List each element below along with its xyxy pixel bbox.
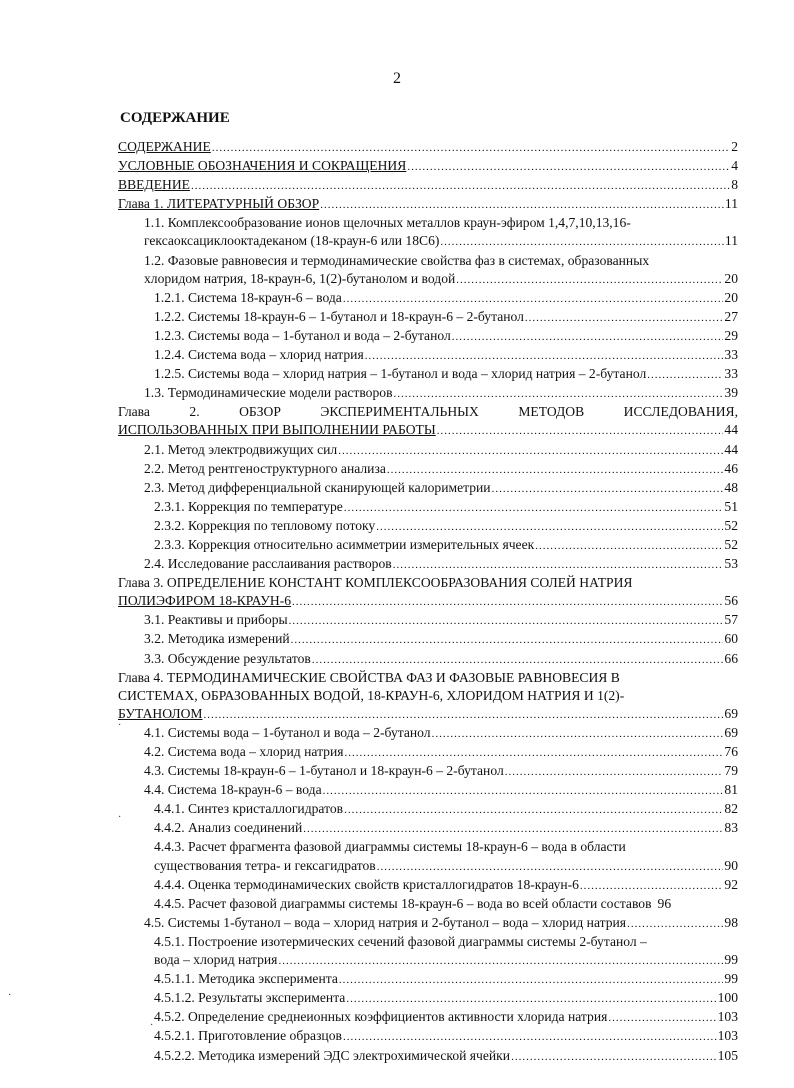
toc-entry-title: ИСПОЛЬЗОВАННЫХ ПРИ ВЫПОЛНЕНИИ РАБОТЫ	[118, 422, 436, 438]
toc-entry-title: 4.5.2.1. Приготовление образцов	[154, 1028, 342, 1044]
toc-entry-title: 4.5.1.1. Методика эксперимента	[154, 971, 338, 987]
dot-leader	[365, 347, 724, 365]
toc-page-number: 20	[724, 289, 738, 305]
toc-page-number: 20	[724, 270, 738, 286]
toc-page-number: 39	[724, 385, 738, 401]
dot-leader	[407, 158, 730, 176]
toc-entry	[118, 838, 738, 875]
toc-entry	[118, 403, 738, 440]
toc-entry-leader-line	[144, 630, 738, 649]
dot-leader	[456, 271, 723, 289]
scan-artifact: ·	[118, 812, 122, 823]
toc-page-number: 66	[724, 650, 738, 666]
toc-entry-title: хлоридом натрия, 18-краун-6, 1(2)-бутанолом и водой	[144, 270, 456, 286]
toc-entry-leader-line	[154, 800, 738, 819]
toc-entry-title: существования тетра- и гексагидратов	[154, 857, 376, 873]
toc-page-number: 69	[724, 724, 738, 740]
dot-leader	[387, 461, 724, 479]
toc-entry-leader-line	[118, 195, 738, 214]
toc-entry-leader-line	[154, 989, 738, 1008]
toc-entry	[118, 327, 738, 346]
toc-page-number: 56	[724, 593, 738, 609]
toc-entry	[118, 138, 738, 157]
dot-leader	[627, 915, 723, 933]
toc-entry-leader-line	[154, 1047, 738, 1066]
dot-leader	[535, 537, 723, 555]
dot-leader	[338, 442, 723, 460]
toc-page-number: 8	[731, 177, 738, 193]
toc-entry-title: УСЛОВНЫЕ ОБОЗНАЧЕНИЯ И СОКРАЩЕНИЯ	[118, 158, 407, 174]
toc-entry-line: 1.2. Фазовые равновесия и термодинамические свойства фаз в системах, образованных	[144, 252, 650, 268]
toc-entry-title: 2.3.3. Коррекция относительно асимметрии измерительных ячеек	[154, 536, 535, 552]
toc-entry-title: 2.3. Метод дифференциальной сканирующей калориметрии	[144, 479, 491, 495]
toc-entry-leader-line	[144, 650, 738, 669]
toc-page-number: 11	[724, 196, 738, 212]
toc-entry-title: вода – хлорид натрия	[154, 952, 278, 968]
scan-artifact: ·	[8, 990, 12, 1001]
toc-entry-leader-line	[154, 970, 738, 989]
dot-leader	[339, 971, 724, 989]
toc-entry-title: 4.4.5. Расчет фазовой диаграммы системы 18-краун-6 – вода во всей области составов	[154, 895, 652, 911]
toc-page-number: 96	[657, 895, 672, 911]
toc-entry-title: 4.4.2. Анализ соединений	[154, 820, 303, 836]
toc-page-number: 27	[724, 308, 738, 324]
toc-entry	[118, 1027, 738, 1046]
toc-entry-leader-line	[118, 705, 738, 724]
dot-leader	[492, 480, 724, 498]
dot-leader	[511, 1048, 717, 1066]
toc-entry-leader-line	[154, 308, 738, 327]
toc-page-number: 53	[724, 556, 738, 572]
toc-entry	[118, 555, 738, 574]
toc-entry-leader-line	[154, 819, 738, 838]
dot-leader	[312, 651, 724, 669]
toc-entry-title: 4.4. Система 18-краун-6 – вода	[144, 782, 322, 798]
toc-entry-leader-line	[144, 724, 738, 743]
toc-title: СОДЕРЖАНИЕ	[120, 110, 230, 126]
toc-entry-leader-line	[144, 762, 738, 781]
toc-entry-title: гексаоксациклооктадеканом (18-краун-6 или 18С6)	[144, 233, 440, 249]
toc-entry	[118, 1008, 738, 1027]
dot-leader	[289, 612, 724, 630]
toc-entry-title: 1.2.5. Системы вода – хлорид натрия – 1-бутанол и вода – хлорид натрия – 2-бутанол	[154, 366, 647, 382]
toc-entry-leader-line	[144, 270, 738, 289]
toc-entry	[118, 157, 738, 176]
toc-entry-line: Глава 2. ОБЗОР ЭКСПЕРИМЕНТАЛЬНЫХ МЕТОДОВ ИССЛЕДОВАНИЯ,	[118, 404, 738, 420]
toc-entry-title: 2.2. Метод рентгеноструктурного анализа	[144, 460, 386, 476]
toc-entry-title: 1.2.3. Системы вода – 1-бутанол и вода – 2-бутанол	[154, 327, 451, 343]
dot-leader	[376, 518, 723, 536]
dot-leader	[191, 177, 730, 195]
toc-entry-title: ВВЕДЕНИЕ	[118, 177, 190, 193]
toc-entry-leader-line	[154, 289, 738, 308]
toc-entry	[118, 669, 738, 724]
toc-entry-leader-line	[144, 232, 738, 251]
toc-entry	[118, 989, 738, 1008]
toc-entry	[118, 724, 738, 743]
toc-entry-leader-line	[144, 441, 738, 460]
toc-entry-line: Глава 3. ОПРЕДЕЛЕНИЕ КОНСТАНТ КОМПЛЕКСООБРАЗОВАНИЯ СОЛЕЙ НАТРИЯ	[118, 575, 633, 591]
dot-leader	[452, 328, 724, 346]
toc-entry-leader-line	[144, 743, 738, 762]
toc-entry	[118, 819, 738, 838]
dot-leader	[440, 233, 723, 251]
toc-page-number: 52	[724, 536, 738, 552]
toc-page-number: 76	[724, 744, 738, 759]
toc-entry-title: 4.5.2. Определение среднеионных коэффициентов активности хлорида натрия	[154, 1009, 608, 1025]
toc-entry-title: 4.1. Системы вода – 1-бутанол и вода – 2-бутанол	[144, 724, 431, 740]
dot-leader	[212, 139, 730, 157]
dot-leader	[345, 744, 724, 762]
dot-leader	[377, 858, 724, 876]
dot-leader	[291, 631, 724, 649]
toc-entry-title: 1.2.2. Системы 18-краун-6 – 1-бутанол и 18-краун-6 – 2-бутанол	[154, 308, 524, 324]
toc-entry-leader-line	[154, 327, 738, 346]
toc-entry-leader-line	[144, 555, 738, 574]
toc-entry	[118, 365, 738, 384]
dot-leader	[278, 952, 723, 970]
toc-entry-leader-line	[154, 1027, 738, 1046]
toc-entry	[118, 876, 738, 895]
toc-page-number: 51	[724, 498, 738, 514]
toc-page-number: 98	[724, 914, 738, 930]
toc-entry-leader-line	[118, 592, 738, 611]
toc-entry	[118, 574, 738, 611]
table-of-contents	[118, 138, 738, 1066]
toc-entry-leader-line	[144, 479, 738, 498]
toc-entry-title: 4.2. Система вода – хлорид натрия	[144, 744, 344, 759]
toc-entry	[118, 781, 738, 800]
toc-entry	[118, 214, 738, 251]
toc-page-number: 46	[724, 460, 738, 476]
toc-entry	[118, 252, 738, 289]
page-number: 2	[393, 70, 401, 87]
toc-page-number: 48	[724, 479, 738, 495]
toc-entry	[118, 933, 738, 970]
toc-entry	[118, 914, 738, 933]
toc-entry-leader-line	[154, 517, 738, 536]
toc-page-number: 11	[724, 233, 738, 249]
toc-page-number: 57	[724, 612, 738, 628]
toc-entry-leader-line	[144, 914, 738, 933]
dot-leader	[292, 593, 723, 611]
toc-entry-title: 4.4.1. Синтез кристаллогидратов	[154, 801, 344, 817]
toc-entry-title: 3.1. Реактивы и приборы	[144, 612, 288, 628]
toc-page-number: 105	[717, 1047, 738, 1063]
toc-entry-title: 4.3. Системы 18-краун-6 – 1-бутанол и 18-краун-6 – 2-бутанол	[144, 763, 504, 779]
toc-page-number: 44	[724, 441, 738, 457]
toc-page-number: 99	[724, 952, 738, 968]
toc-entry-title: 2.4. Исследование расслаивания растворов	[144, 556, 392, 572]
toc-entry	[118, 536, 738, 555]
toc-page-number: 83	[724, 820, 738, 836]
dot-leader	[320, 196, 724, 214]
toc-page-number: 90	[724, 857, 738, 873]
toc-entry-title: 2.3.1. Коррекция по температуре	[154, 498, 343, 514]
toc-page-number: 92	[724, 876, 738, 892]
toc-page-number: 44	[724, 422, 738, 438]
toc-entry-leader-line	[154, 536, 738, 555]
dot-leader	[580, 877, 723, 895]
dot-leader	[303, 820, 723, 838]
toc-entry	[118, 460, 738, 479]
toc-entry-leader-line	[154, 895, 738, 914]
toc-entry-leader-line	[144, 460, 738, 479]
toc-entry-title: 4.5. Системы 1-бутанол – вода – хлорид натрия и 2-бутанол – вода – хлорид натрия	[144, 914, 627, 930]
scan-artifact: ·	[118, 720, 122, 731]
toc-entry	[118, 650, 738, 669]
toc-entry-leader-line	[154, 498, 738, 517]
toc-entry-title: 4.5.1.2. Результаты эксперимента	[154, 990, 346, 1006]
toc-page-number: 100	[717, 990, 738, 1006]
toc-page-number: 33	[724, 366, 738, 382]
dot-leader	[608, 1009, 716, 1027]
toc-entry-leader-line	[118, 421, 738, 440]
dot-leader	[394, 385, 724, 403]
toc-entry	[118, 800, 738, 819]
toc-page-number: 52	[724, 517, 738, 533]
toc-entry-leader-line	[154, 857, 738, 876]
toc-page-number: 4	[731, 158, 738, 174]
dot-leader	[344, 801, 723, 819]
toc-page-number: 2	[731, 139, 738, 154]
toc-entry-title: 4.4.4. Оценка термодинамических свойств кристаллогидратов 18-краун-6	[154, 876, 579, 892]
toc-page-number: 103	[717, 1009, 738, 1025]
dot-leader	[343, 1028, 717, 1046]
toc-entry	[118, 762, 738, 781]
toc-entry-line: 1.1. Комплексообразование ионов щелочных металлов краун-эфиром 1,4,7,10,13,16-	[144, 215, 631, 231]
toc-page-number: 79	[724, 763, 738, 779]
toc-entry-title: 2.1. Метод электродвижущих сил	[144, 441, 338, 457]
dot-leader	[525, 309, 723, 327]
toc-entry-title: 1.2.4. Система вода – хлорид натрия	[154, 347, 364, 363]
dot-leader	[343, 290, 724, 308]
toc-entry-title: 1.2.1. Система 18-краун-6 – вода	[154, 289, 342, 305]
toc-entry-title: Глава 1. ЛИТЕРАТУРНЫЙ ОБЗОР	[118, 196, 320, 212]
toc-page-number: 103	[717, 1028, 738, 1044]
toc-entry-leader-line	[154, 346, 738, 365]
toc-entry-title: ПОЛИЭФИРОМ 18-КРАУН-6	[118, 593, 292, 609]
toc-entry-title: 2.3.2. Коррекция по тепловому потоку	[154, 517, 376, 533]
toc-entry-title: БУТАНОЛОМ	[118, 705, 203, 721]
toc-page-number: 82	[724, 801, 738, 817]
dot-leader	[505, 763, 724, 781]
toc-entry	[118, 895, 738, 914]
toc-entry	[118, 346, 738, 365]
toc-entry-leader-line	[118, 157, 738, 176]
toc-page-number: 81	[724, 782, 738, 798]
toc-entry-leader-line	[144, 781, 738, 800]
toc-entry-title: 4.5.2.2. Методика измерений ЭДС электрохимической ячейки	[154, 1047, 511, 1063]
toc-entry	[118, 611, 738, 630]
toc-entry	[118, 441, 738, 460]
dot-leader	[323, 782, 724, 800]
dot-leader	[344, 499, 724, 517]
toc-entry	[118, 1047, 738, 1066]
toc-entry	[118, 498, 738, 517]
toc-entry-leader-line	[118, 176, 738, 195]
toc-entry-leader-line	[154, 876, 738, 895]
toc-entry-title: 1.3. Термодинамические модели растворов	[144, 385, 393, 401]
toc-entry	[118, 195, 738, 214]
dot-leader	[393, 556, 724, 574]
scan-artifact: ·	[150, 1020, 154, 1031]
toc-entry	[118, 176, 738, 195]
toc-entry	[118, 743, 738, 762]
dot-leader	[203, 706, 723, 724]
toc-entry-line: 4.4.3. Расчет фрагмента фазовой диаграммы системы 18-краун-6 – вода в области	[154, 839, 626, 855]
toc-entry-title: 3.2. Методика измерений	[144, 631, 290, 647]
toc-page-number: 99	[724, 971, 738, 987]
dot-leader	[437, 422, 724, 440]
toc-entry-leader-line	[144, 611, 738, 630]
toc-entry-line: Глава 4. ТЕРМОДИНАМИЧЕСКИЕ СВОЙСТВА ФАЗ И ФАЗОВЫЕ РАВНОВЕСИЯ В	[118, 669, 620, 685]
toc-entry	[118, 630, 738, 649]
toc-entry	[118, 384, 738, 403]
toc-entry	[118, 308, 738, 327]
toc-entry-leader-line	[144, 384, 738, 403]
dot-leader	[647, 366, 723, 384]
toc-entry-line: 4.5.1. Построение изотермических сечений фазовой диаграммы системы 2-бутанол –	[154, 933, 647, 949]
toc-page-number: 60	[724, 631, 738, 647]
toc-entry-title: СОДЕРЖАНИЕ	[118, 139, 211, 154]
dot-leader	[346, 990, 716, 1008]
toc-entry	[118, 479, 738, 498]
toc-page-number: 33	[724, 347, 738, 363]
toc-entry-leader-line	[154, 1008, 738, 1027]
dot-leader	[432, 725, 724, 743]
toc-entry	[118, 289, 738, 308]
toc-entry-leader-line	[154, 951, 738, 970]
toc-entry-line: СИСТЕМАХ, ОБРАЗОВАННЫХ ВОДОЙ, 18-КРАУН-6, ХЛОРИДОМ НАТРИЯ И 1(2)-	[118, 687, 625, 703]
toc-entry	[118, 970, 738, 989]
toc-page-number: 69	[724, 705, 738, 721]
toc-page-number: 29	[724, 327, 738, 343]
toc-entry-leader-line	[118, 138, 738, 157]
toc-entry-leader-line	[154, 365, 738, 384]
toc-entry	[118, 517, 738, 536]
toc-entry-title: 3.3. Обсуждение результатов	[144, 650, 311, 666]
